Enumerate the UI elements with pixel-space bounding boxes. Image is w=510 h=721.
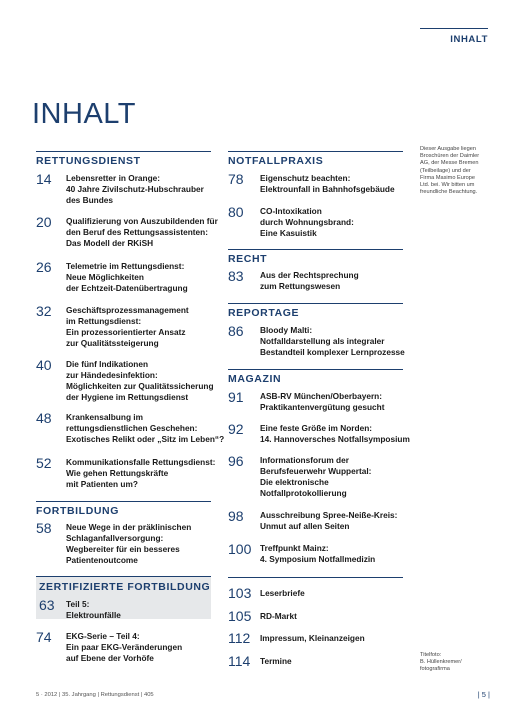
toc-entry-line: Informationsforum der: [260, 455, 349, 465]
toc-entry-line: Bestandteil komplexer Lernprozesse: [260, 347, 405, 357]
sidebar-note-line: Ltd. bei. Wir bitten um: [420, 182, 475, 189]
toc-entry-line: Ein prozessorientierter Ansatz: [66, 327, 186, 337]
toc-entry-line: Telemetrie im Rettungsdienst:: [66, 261, 185, 271]
toc-entry-line: 40 Jahre Zivilschutz-Hubschrauber: [66, 184, 204, 194]
toc-entry[interactable]: [66, 457, 215, 490]
toc-entry-line: Eine feste Größe im Norden:: [260, 423, 373, 433]
toc-entry-line: der Hygiene im Rettungsdienst: [66, 392, 189, 402]
toc-entry[interactable]: [260, 633, 365, 644]
toc-page-number: 83: [228, 268, 244, 284]
toc-entry-line: zum Rettungswesen: [260, 281, 341, 291]
section-rule: [36, 151, 211, 152]
toc-entry[interactable]: [260, 543, 375, 565]
section-title-recht: RECHT: [228, 253, 268, 265]
toc-entry-line: der Echtzeit-Datenübertragung: [66, 283, 188, 293]
toc-entry[interactable]: [66, 305, 189, 349]
toc-page-number: 92: [228, 421, 244, 437]
toc-page-number: 86: [228, 323, 244, 339]
toc-entry-line: Die fünf Indikationen: [66, 359, 149, 369]
toc-entry-line: Ausschreibung Spree-Neiße-Kreis:: [260, 510, 398, 520]
sidebar-note-line: Dieser Ausgabe liegen: [420, 146, 476, 152]
photo-credit-line: B. Hüllenkremer/: [420, 659, 462, 666]
toc-entry-headline: Lebensretter in Orange:: [66, 173, 161, 183]
section-rule: [228, 249, 403, 250]
toc-entry-line: des Bundes: [66, 195, 114, 205]
toc-entry-line: Krankensalbung im: [66, 412, 143, 422]
toc-entry-line: Notfallprotokollierung: [260, 488, 347, 498]
toc-entry-line: Aus der Rechtsprechung: [260, 270, 359, 280]
toc-page-number: 98: [228, 508, 244, 524]
photo-credit-line: fotografirma: [420, 666, 450, 673]
toc-entry-line: Möglichkeiten zur Qualitätssicherung: [66, 381, 214, 391]
toc-page-number: 91: [228, 389, 244, 405]
toc-entry-line: Praktikantenvergütung gesucht: [260, 402, 385, 412]
sidebar-note: [420, 146, 500, 196]
sidebar-note-line: AG, der Messe Bremen: [420, 160, 479, 167]
toc-entry[interactable]: [260, 206, 354, 239]
section-title-reportage: REPORTAGE: [228, 307, 300, 319]
section-title-rettungsdienst: RETTUNGSDIENST: [36, 155, 141, 167]
toc-entry[interactable]: [66, 261, 188, 294]
toc-entry[interactable]: [260, 423, 410, 445]
sidebar-note-line: freundliche Beachtung.: [420, 189, 478, 196]
section-rule: [36, 501, 211, 502]
toc-entry-line: Elektrounfälle: [66, 610, 121, 620]
toc-entry-line: Eigenschutz beachten:: [260, 173, 351, 183]
section-rule: [228, 369, 403, 370]
toc-entry-line: zur Qualitätssteigerung: [66, 338, 159, 348]
header-rule: [420, 28, 488, 29]
toc-entry-line: 4. Symposium Notfallmedizin: [260, 554, 376, 564]
toc-entry-line: auf Ebene der Vorhöfe: [66, 653, 154, 663]
toc-entry-line: Geschäftsprozessmanagement: [66, 305, 189, 315]
toc-entry-line: Notfalldarstellung als integraler: [260, 336, 385, 346]
running-header: INHALT: [450, 34, 488, 45]
photo-credit: [420, 652, 500, 674]
toc-entry[interactable]: [260, 270, 359, 292]
toc-entry-line: Elektrounfall in Bahnhofsgebäude: [260, 184, 395, 194]
toc-page-number: 14: [36, 171, 52, 187]
toc-page-number: 52: [36, 455, 52, 471]
section-rule: [228, 577, 403, 578]
toc-entry-line: Treffpunkt Mainz:: [260, 543, 329, 553]
toc-entry-line: Unmut auf allen Seiten: [260, 521, 350, 531]
toc-entry-line: Exotisches Relikt oder „Sitz im Leben“?: [66, 434, 225, 444]
photo-credit-line: Titelfoto:: [420, 652, 442, 658]
toc-entry[interactable]: [260, 510, 397, 532]
section-title-fortbildung: FORTBILDUNG: [36, 505, 120, 517]
page-title: INHALT: [32, 98, 136, 130]
toc-entry-line: CO-Intoxikation: [260, 206, 322, 216]
toc-entry-line: durch Wohnungsbrand:: [260, 217, 354, 227]
toc-entry-line: Teil 5:: [66, 599, 90, 609]
section-rule: [36, 576, 211, 577]
toc-entry[interactable]: [66, 412, 224, 445]
toc-entry-line: mit Patienten um?: [66, 479, 138, 489]
toc-page-number: 78: [228, 171, 244, 187]
toc-entry[interactable]: [260, 325, 405, 358]
toc-entry-line: Die elektronische: [260, 477, 329, 487]
toc-entry-line: Qualifizierung von Auszubildenden für: [66, 216, 218, 226]
toc-page-number: 58: [36, 520, 52, 536]
section-rule: [228, 303, 403, 304]
toc-entry[interactable]: [66, 599, 121, 621]
toc-entry[interactable]: [260, 173, 395, 195]
footer-issue-info: 5 · 2012 | 35. Jahrgang | Rettungsdienst | 405: [36, 692, 154, 698]
toc-entry-line: Berufsfeuerwehr Wuppertal:: [260, 466, 372, 476]
toc-entry-line: den Beruf des Rettungsassistenten:: [66, 227, 208, 237]
toc-entry-line: Patientenoutcome: [66, 555, 138, 565]
toc-page-number: 40: [36, 357, 52, 373]
toc-entry-line: Termine: [260, 656, 292, 666]
toc-entry-line: Ein paar EKG-Veränderungen: [66, 642, 183, 652]
toc-page-number: 96: [228, 453, 244, 469]
toc-entry-line: Leserbriefe: [260, 588, 305, 598]
toc-entry[interactable]: [260, 455, 371, 499]
toc-page-number: 105: [228, 608, 252, 624]
toc-entry-line: EKG-Serie – Teil 4:: [66, 631, 140, 641]
toc-entry-line: Schlaganfallversorgung:: [66, 533, 164, 543]
section-title-zertifizierte-fortbildung: ZERTIFIZIERTE FORTBILDUNG: [39, 581, 211, 593]
section-title-magazin: MAGAZIN: [228, 373, 282, 385]
toc-entry-line: 14. Hannoversches Notfallsymposium: [260, 434, 410, 444]
toc-entry-line: im Rettungsdienst:: [66, 316, 142, 326]
toc-entry[interactable]: [260, 588, 305, 599]
sidebar-note-line: (Teilbeilage) und der: [420, 167, 471, 174]
page-number: | 5 |: [477, 690, 490, 699]
toc-entry-line: RD-Markt: [260, 611, 297, 621]
toc-entry-line: Eine Kasuistik: [260, 228, 317, 238]
toc-entry-line: Bloody Malti:: [260, 325, 313, 335]
toc-page-number: 26: [36, 259, 52, 275]
toc-entry[interactable]: [260, 611, 297, 622]
toc-entry[interactable]: [66, 359, 214, 403]
toc-page-number: 20: [36, 214, 52, 230]
toc-page-number: 112: [228, 630, 251, 646]
section-rule: [228, 151, 403, 152]
toc-entry-line: Neue Wege in der präklinischen: [66, 522, 192, 532]
toc-page-number: 114: [228, 653, 251, 669]
section-title-notfallpraxis: NOTFALLPRAXIS: [228, 155, 324, 167]
toc-entry-line: Das Modell der RKiSH: [66, 238, 154, 248]
toc-page-number: 103: [228, 585, 252, 601]
toc-entry[interactable]: [66, 522, 191, 566]
toc-entry[interactable]: [66, 631, 182, 664]
toc-entry-line: rettungsdienstlichen Geschehen:: [66, 423, 198, 433]
toc-page-number: 32: [36, 303, 52, 319]
sidebar-note-line: Firma Masimo Europe: [420, 174, 476, 181]
toc-page-number: 100: [228, 541, 252, 557]
toc-page-number: 80: [228, 204, 244, 220]
toc-entry[interactable]: [260, 656, 292, 667]
toc-entry-line: Kommunikationsfalle Rettungsdienst:: [66, 457, 216, 467]
sidebar-note-line: Broschüren der Daimler: [420, 153, 480, 160]
toc-entry-line: Neue Möglichkeiten: [66, 272, 144, 282]
toc-page-number: 48: [36, 410, 52, 426]
toc-entry-line: Wegbereiter für ein besseres: [66, 544, 180, 554]
toc-entry-line: ASB-RV München/Oberbayern:: [260, 391, 383, 401]
toc-entry-line: Impressum, Kleinanzeigen: [260, 633, 365, 643]
toc-entry[interactable]: [260, 391, 384, 413]
toc-entry[interactable]: [66, 173, 204, 206]
toc-page-number: 63: [39, 597, 55, 613]
toc-entry-line: Wie gehen Rettungskräfte: [66, 468, 169, 478]
toc-entry[interactable]: [66, 216, 218, 249]
toc-entry-line: zur Händedesinfektion:: [66, 370, 158, 380]
toc-page-number: 74: [36, 629, 52, 645]
